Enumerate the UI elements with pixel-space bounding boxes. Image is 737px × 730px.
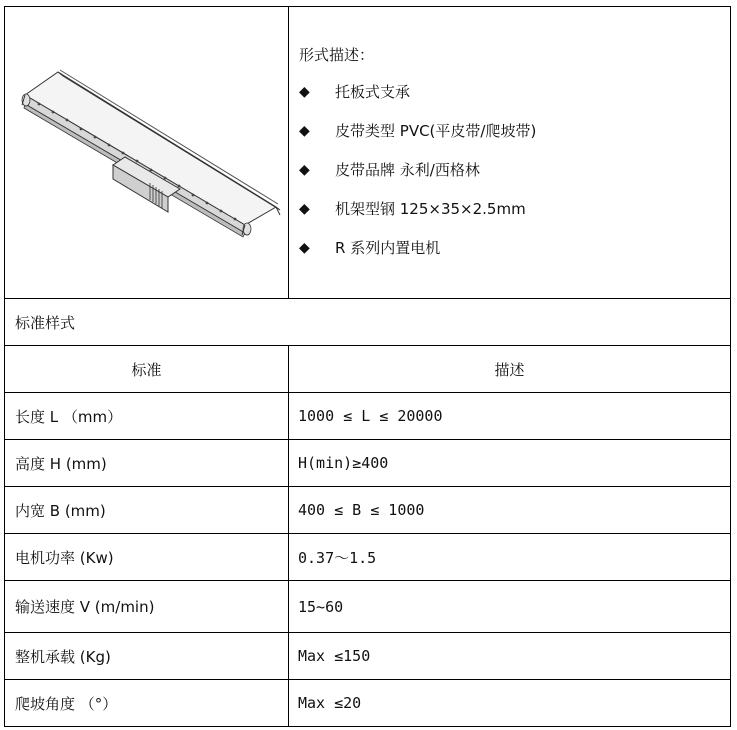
feature-list xyxy=(299,82,536,277)
row-label: 长度 L （mm） xyxy=(5,393,289,440)
table-row xyxy=(5,581,731,633)
feature-text: 托板式支承 xyxy=(335,83,411,101)
feature-item xyxy=(299,199,536,238)
diamond-bullet-icon: ◆ xyxy=(299,201,310,217)
feature-text: R 系列内置电机 xyxy=(335,239,441,257)
diamond-bullet-icon: ◆ xyxy=(299,162,310,178)
feature-item xyxy=(299,82,536,121)
feature-item xyxy=(299,238,536,277)
form-description-title: 形式描述： xyxy=(299,46,375,64)
diamond-bullet-icon: ◆ xyxy=(299,84,310,100)
diamond-bullet-icon: ◆ xyxy=(299,240,310,256)
feature-text: 皮带类型 PVC(平皮带/爬坡带) xyxy=(335,122,537,140)
diamond-bullet-icon: ◆ xyxy=(299,123,310,139)
row-value: H(min)≥400 xyxy=(289,440,731,487)
row-label: 爬坡角度 （°） xyxy=(5,680,289,727)
table-row xyxy=(5,393,731,440)
row-value: 1000 ≤ L ≤ 20000 xyxy=(289,393,731,440)
row-value: 15~60 xyxy=(289,581,731,633)
row-label: 高度 H (mm) xyxy=(5,440,289,487)
feature-text: 皮带品牌 永利/西格林 xyxy=(335,161,480,179)
table-row xyxy=(5,440,731,487)
feature-text: 机架型钢 125×35×2.5mm xyxy=(335,200,526,218)
section-title: 标准样式 xyxy=(5,299,731,346)
row-value: Max ≤20 xyxy=(289,680,731,727)
row-label: 输送速度 V (m/min) xyxy=(5,581,289,633)
row-value: 400 ≤ B ≤ 1000 xyxy=(289,487,731,534)
column-header-description: 描述 xyxy=(289,346,731,393)
table-row xyxy=(5,487,731,534)
row-label: 电机功率 (Kw) xyxy=(5,534,289,581)
table-row xyxy=(5,534,731,581)
belt-conveyor-illustration xyxy=(5,7,289,294)
conveyor-image-cell xyxy=(5,7,289,299)
table-row xyxy=(5,633,731,680)
column-header-standard: 标准 xyxy=(5,346,289,393)
row-label: 整机承载 (Kg) xyxy=(5,633,289,680)
row-value: 0.37～1.5 xyxy=(289,534,731,581)
form-description-cell xyxy=(289,7,731,299)
feature-item xyxy=(299,121,536,160)
table-row xyxy=(5,680,731,727)
feature-item xyxy=(299,160,536,199)
row-value: Max ≤150 xyxy=(289,633,731,680)
spec-table xyxy=(4,6,731,727)
row-label: 内宽 B (mm) xyxy=(5,487,289,534)
